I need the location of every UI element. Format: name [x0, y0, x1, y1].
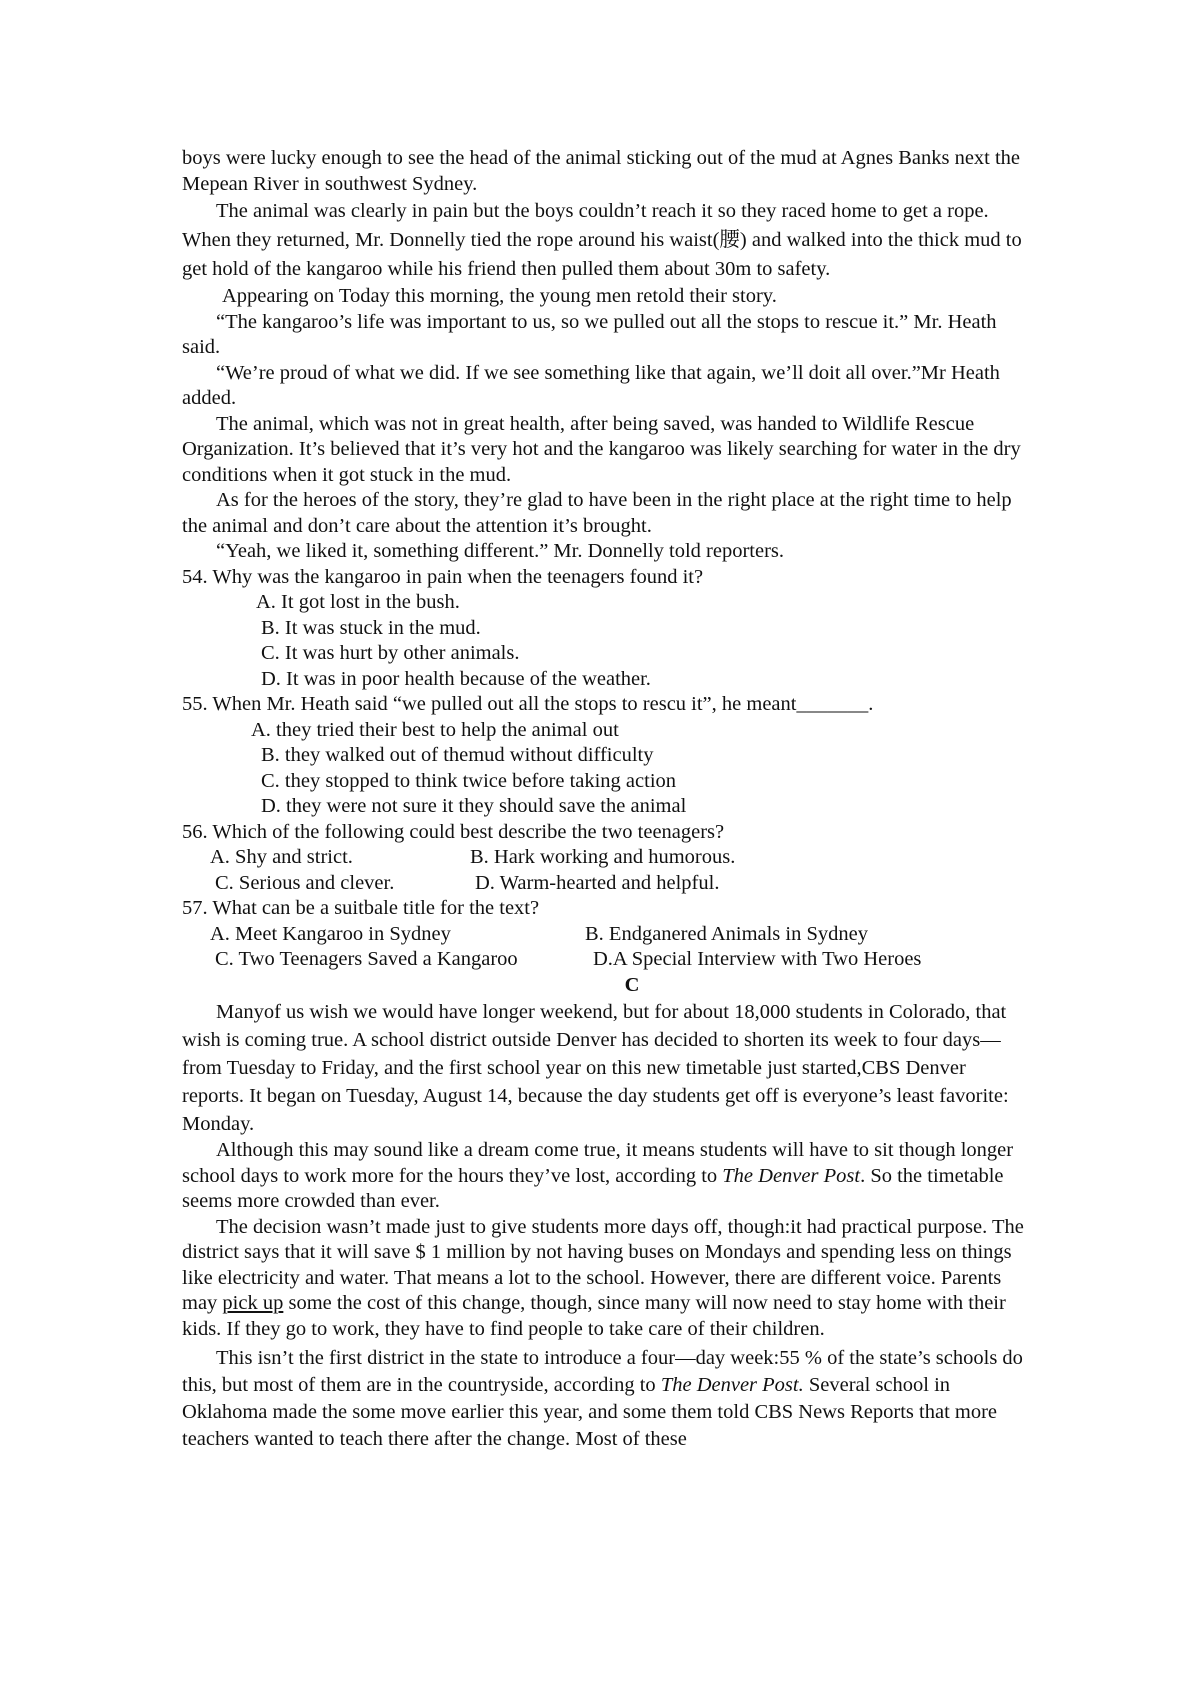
- paragraph-text: . So the timetable seems more crowded than ever.: [182, 1164, 1004, 1212]
- passage-c-paragraph-2: [182, 1138, 1032, 1215]
- question-54: [182, 565, 1032, 693]
- passage-b-paragraph-3: Appearing on Today this morning, the young men retold their story.: [222, 285, 777, 307]
- document-body: [182, 146, 1032, 1453]
- option-b: B. they walked out of themud without difficulty: [261, 744, 654, 766]
- passage-c-paragraph-4: [182, 1345, 1032, 1453]
- section-heading: C: [624, 973, 640, 996]
- question-56: [182, 820, 1032, 897]
- passage-b-paragraph-8: “Yeah, we liked it, something different.” Mr. Donnelly told reporters.: [216, 540, 785, 562]
- passage-b-paragraph-7: As for the heroes of the story, they’re glad to have been in the right place at the right time to help the animal and don’t care about the attention it’s brought.: [182, 489, 1012, 537]
- option-b: B. Hark working and humorous.: [470, 846, 736, 868]
- option-b: B. Endganered Animals in Sydney: [585, 922, 868, 945]
- passage-b-paragraph-1: boys were lucky enough to see the head of the animal sticking out of the mud at Agnes Banks next the Mepean River in southwest Sydney.: [182, 147, 1021, 195]
- passage-b-paragraph-6: The animal, which was not in great health, after being saved, was handed to Wildlife Rescue Organization. It’s believed that it’s very hot and the kangaroo was likely searching for water in the dry conditions when it got stuck in the mud.: [182, 412, 1021, 486]
- question-stem: 55. When Mr. Heath said “we pulled out all the stops to rescu it”, he meant_______.: [182, 693, 874, 715]
- option-d: D. they were not sure it they should save the animal: [261, 795, 687, 817]
- paragraph-text: some the cost of this change, though, since many will now need to stay home with their kids. If they go to work, they have to find people to take care of their children.: [182, 1292, 1006, 1340]
- paragraph-text: Although this may sound like a dream come true, it means students will have to sit though longer school days to work more for the hours they’ve lost, according to: [182, 1139, 1014, 1187]
- option-a: A. It got lost in the bush.: [256, 591, 460, 613]
- paragraph-text: This isn’t the first district in the state to introduce a four—day week:55 % of the state’s schools do this, but most of them are in the countryside, according to: [182, 1347, 1023, 1396]
- option-c: C. Two Teenagers Saved a Kangaroo: [215, 948, 518, 970]
- passage-c-paragraph-3: [182, 1215, 1032, 1343]
- option-d: D. It was in poor health because of the weather.: [261, 667, 651, 690]
- option-a: A. they tried their best to help the animal out: [251, 718, 619, 741]
- underlined-phrase: pick up: [222, 1292, 284, 1314]
- question-55: [182, 692, 1032, 820]
- paragraph-text: The decision wasn’t made just to give students more days off, though:it had practical purpose. The district says that it will save $ 1 million by not having buses on Mondays and spending less on things like electricity and water. That means a lot to the school. However, there are different voice. Parents may: [182, 1215, 1024, 1314]
- question-stem: 56. Which of the following could best describe the two teenagers?: [182, 820, 725, 843]
- passage-b-paragraph-5: “We’re proud of what we did. If we see something like that again, we’ll doit all over.”Mr Heath added.: [182, 361, 1000, 409]
- passage-c-paragraph-1: Manyof us wish we would have longer weekend, but for about 18,000 students in Colorado, that wish is coming true. A school district outside Denver has decided to shorten its week to four days—from Tuesday to Friday, and the first school year on this new timetable just started,CBS Denver reports. It began on Tuesday, August 14, because the day students get off is everyone’s least favorite: Monday.: [182, 1001, 1009, 1135]
- option-d: D. Warm-hearted and helpful.: [475, 871, 720, 894]
- passage-b-paragraph-4: “The kangaroo’s life was important to us, so we pulled out all the stops to rescue it.” Mr. Heath said.: [182, 310, 997, 358]
- source-title: The Denver Post.: [660, 1374, 804, 1396]
- option-c: C. It was hurt by other animals.: [261, 642, 520, 664]
- passage-b-paragraph-2: The animal was clearly in pain but the boys couldn’t reach it so they raced home to get a rope. When they returned, Mr. Donnelly tied the rope around his waist(腰) and walked into the thick mud to get hold of the kangaroo while his friend then pulled them about 30m to safety.: [182, 200, 1022, 280]
- question-57: [182, 896, 1032, 973]
- option-a: A. Shy and strict.: [210, 846, 353, 868]
- option-c: C. Serious and clever.: [215, 871, 395, 894]
- option-c: C. they stopped to think twice before taking action: [261, 769, 677, 792]
- source-title: The Denver Post: [722, 1164, 861, 1187]
- paragraph-text: Several school in Oklahoma made the some move earlier this year, and some them told CBS News Reports that more teachers wanted to teach there after the change. Most of these: [182, 1374, 998, 1450]
- option-d: D.A Special Interview with Two Heroes: [593, 948, 922, 970]
- question-stem: 54. Why was the kangaroo in pain when the teenagers found it?: [182, 565, 704, 588]
- option-a: A. Meet Kangaroo in Sydney: [210, 922, 451, 945]
- question-stem: 57. What can be a suitbale title for the text?: [182, 897, 540, 919]
- option-b: B. It was stuck in the mud.: [261, 616, 481, 639]
